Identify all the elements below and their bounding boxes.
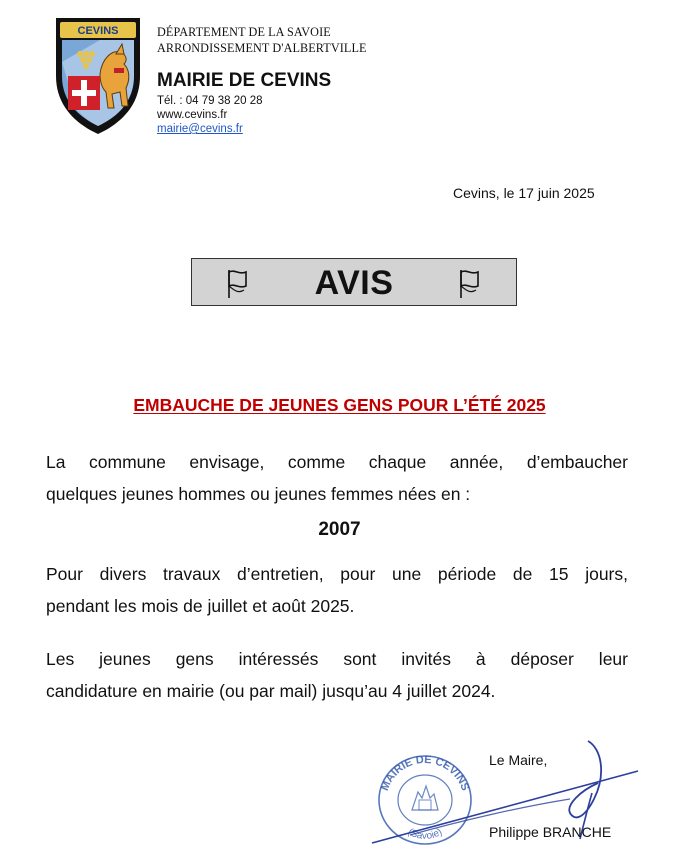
paragraph-line: Les jeunes gens intéressés sont invités à déposer leur	[46, 649, 628, 669]
email-link[interactable]: mairie@cevins.fr	[157, 123, 243, 135]
phone-number: Tél. : 04 79 38 20 28	[157, 95, 263, 107]
stamp-top-text: MAIRIE DE CEVINS	[378, 753, 472, 793]
crest-banner-text: CEVINS	[77, 25, 119, 37]
paragraph-intro	[46, 446, 628, 510]
birth-year: 2007	[318, 519, 361, 540]
website-link[interactable]: www.cevins.fr	[157, 109, 228, 121]
paragraph-line: Pour divers travaux d’entretien, pour une période de 15 jours,	[46, 564, 628, 584]
header-administrative	[157, 24, 367, 56]
signatory-name: Philippe BRANCHE	[489, 824, 612, 840]
notice-heading	[0, 395, 679, 416]
notice-label: AVIS	[314, 264, 394, 302]
signatory-title: Le Maire,	[489, 752, 548, 768]
paragraph-line: La commune envisage, comme chaque année, d’embaucher	[46, 452, 628, 472]
department-label: DÉPARTEMENT DE LA SAVOIE	[157, 25, 331, 39]
paragraph-period	[46, 558, 628, 622]
arrondissement-label: ARRONDISSEMENT D'ALBERTVILLE	[157, 41, 367, 55]
notice-heading-text: EMBAUCHE DE JEUNES GENS POUR L’ÉTÉ 2025	[133, 395, 546, 415]
stamp-bottom-text: (Savoie)	[405, 826, 445, 842]
paragraph-line: pendant les mois de juillet et août 2025.	[46, 596, 355, 616]
waving-flag-icon	[454, 266, 488, 300]
mairie-title: MAIRIE DE CEVINS	[157, 70, 332, 91]
paragraph-line: quelques jeunes hommes ou jeunes femmes nées en :	[46, 484, 471, 504]
notice-banner	[191, 258, 517, 306]
paragraph-line: candidature en mairie (ou par mail) jusqu’au 4 juillet 2024.	[46, 681, 496, 701]
dateline: Cevins, le 17 juin 2025	[453, 185, 595, 201]
coat-of-arms-icon	[50, 14, 146, 136]
paragraph-application	[46, 643, 628, 707]
contact-block	[157, 94, 263, 136]
